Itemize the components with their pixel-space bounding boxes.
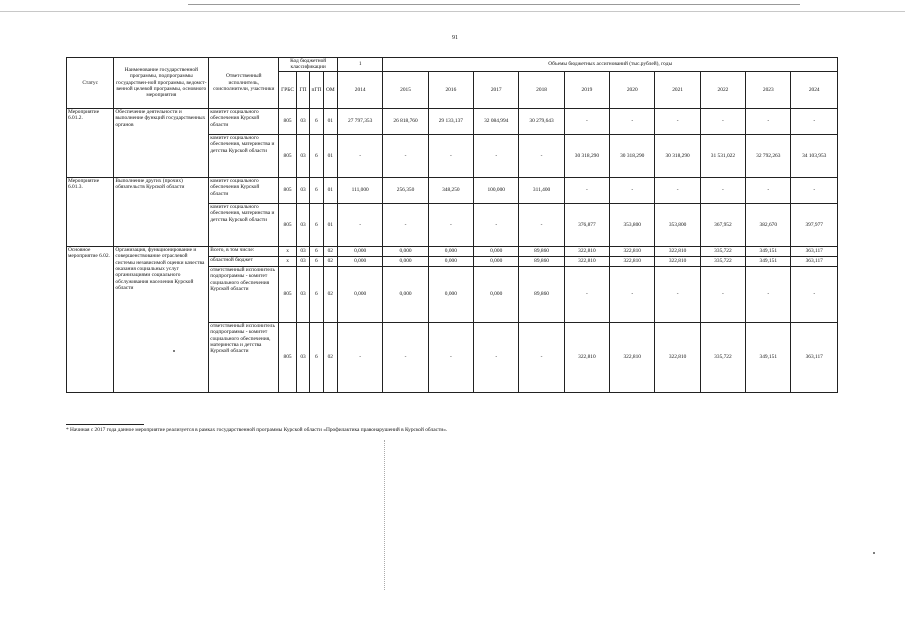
row-responsible: комитет социального обеспечения, материнства и детства Курской области — [209, 203, 279, 246]
row-value: 30 318,290 — [655, 134, 700, 177]
row-value: 363,117 — [791, 256, 838, 266]
row-value: 349,151 — [746, 256, 791, 266]
row-value: - — [655, 266, 700, 322]
row-code: 6 — [310, 322, 323, 392]
row-value: 322,810 — [610, 322, 655, 392]
row-value: - — [428, 203, 473, 246]
row-value: 376,877 — [564, 203, 609, 246]
row-value: - — [564, 266, 609, 322]
row-code: 805 — [279, 177, 297, 203]
row-value: 32 792,263 — [746, 134, 791, 177]
row-value: 30 279,643 — [519, 108, 564, 134]
header-status: Статус — [67, 58, 114, 109]
row-code: 03 — [296, 322, 309, 392]
header-year: 2021 — [655, 71, 700, 108]
row-value: - — [700, 108, 745, 134]
row-code: 03 — [296, 246, 309, 256]
row-value: 32 084,994 — [474, 108, 519, 134]
row-value: - — [428, 322, 473, 392]
header-responsible: Ответственный исполнитель, соисполнители, участники — [209, 58, 279, 109]
row-responsible: комитет социального обеспечения Курской области — [209, 108, 279, 134]
row-value: - — [655, 108, 700, 134]
row-code: 6 — [310, 266, 323, 322]
row-code: 6 — [310, 246, 323, 256]
row-value: - — [791, 108, 838, 134]
header-volumes-mark: 1 — [338, 58, 383, 72]
header-code-col: ГП — [296, 71, 309, 108]
row-name: Организация, функционирование и совершенствование отраслевой системы независимой оценки качества оказания социальных услуг организациями социального обслуживания населения Курской области — [114, 246, 209, 392]
row-value: 322,810 — [655, 322, 700, 392]
row-value: - — [474, 322, 519, 392]
row-value: - — [564, 108, 609, 134]
row-value: 111,000 — [338, 177, 383, 203]
row-responsible: областной бюджет — [209, 256, 279, 266]
row-code: 03 — [296, 266, 309, 322]
header-year: 2015 — [383, 71, 428, 108]
row-value: 322,810 — [564, 246, 609, 256]
row-value: 0,000 — [428, 246, 473, 256]
row-value: 0,000 — [428, 256, 473, 266]
row-value: 100,000 — [474, 177, 519, 203]
row-code: 02 — [323, 322, 337, 392]
row-value: - — [474, 134, 519, 177]
header-volumes-title: Объемы бюджетных ассигнований (тыс.рублей), годы — [383, 58, 838, 72]
row-code: 6 — [310, 256, 323, 266]
row-value: 322,810 — [655, 256, 700, 266]
row-value: 349,151 — [746, 246, 791, 256]
row-value: 0,000 — [474, 256, 519, 266]
row-value: - — [746, 266, 791, 322]
row-code: 805 — [279, 134, 297, 177]
row-code: 02 — [323, 266, 337, 322]
header-year: 2023 — [746, 71, 791, 108]
row-code: 805 — [279, 266, 297, 322]
row-value: - — [791, 177, 838, 203]
row-value: 30 318,290 — [610, 134, 655, 177]
header-code-col: ОМ — [323, 71, 337, 108]
row-code: 805 — [279, 203, 297, 246]
scan-artifact-dots — [384, 440, 385, 590]
row-value: - — [383, 134, 428, 177]
budget-table — [66, 57, 838, 393]
row-responsible: комитет социального обеспечения, материнства и детства Курской области — [209, 134, 279, 177]
row-responsible: комитет социального обеспечения Курской области — [209, 177, 279, 203]
row-status: Основное мероприятие 6.02. — [67, 246, 114, 392]
scan-speck — [173, 350, 175, 352]
row-value: 322,810 — [610, 246, 655, 256]
header-year: 2019 — [564, 71, 609, 108]
row-responsible: ответственный исполнитель подпрограммы - комитет социального обеспечения Курской области — [209, 266, 279, 322]
row-value: - — [700, 266, 745, 322]
row-value: 0,000 — [474, 246, 519, 256]
top-border-line — [188, 4, 800, 5]
row-value: - — [746, 177, 791, 203]
row-code: 03 — [296, 177, 309, 203]
header-year: 2017 — [474, 71, 519, 108]
row-value: 382,670 — [746, 203, 791, 246]
row-value: - — [564, 177, 609, 203]
table-row — [67, 246, 838, 256]
row-status: Мероприятие 6.01.2. — [67, 108, 114, 177]
row-value: 335,722 — [700, 246, 745, 256]
row-code: 01 — [323, 203, 337, 246]
row-code: 02 — [323, 256, 337, 266]
header-year: 2022 — [700, 71, 745, 108]
row-code: 805 — [279, 322, 297, 392]
row-value: - — [610, 108, 655, 134]
row-code: x — [279, 246, 297, 256]
row-value: 256,350 — [383, 177, 428, 203]
row-value: 89,860 — [519, 266, 564, 322]
row-value: - — [746, 108, 791, 134]
header-year: 2016 — [428, 71, 473, 108]
row-value: 0,000 — [338, 246, 383, 256]
row-status: Мероприятие 6.01.3. — [67, 177, 114, 246]
row-value: - — [655, 177, 700, 203]
row-value: 0,000 — [383, 266, 428, 322]
scan-speck — [873, 552, 875, 554]
table-row — [67, 177, 838, 203]
row-value: 335,722 — [700, 322, 745, 392]
row-value: 367,952 — [700, 203, 745, 246]
row-code: 805 — [279, 108, 297, 134]
table-row — [67, 108, 838, 134]
row-code: 6 — [310, 108, 323, 134]
header-code-col: ГРБС — [279, 71, 297, 108]
row-value: 363,117 — [791, 246, 838, 256]
page-number: 91 — [452, 35, 458, 41]
row-value: - — [791, 266, 838, 322]
top-edge-line — [0, 11, 905, 12]
row-value: 89,860 — [519, 256, 564, 266]
row-value: 322,810 — [564, 322, 609, 392]
row-code: 03 — [296, 203, 309, 246]
row-value: 0,000 — [338, 266, 383, 322]
row-value: - — [338, 203, 383, 246]
row-value: 30 318,290 — [564, 134, 609, 177]
footnote: * Начиная с 2017 года данное мероприятие реализуется в рамках государственной программы Курской области «Профилактика правонарушений в Курской области». — [66, 427, 448, 433]
row-code: 6 — [310, 177, 323, 203]
row-value: - — [700, 177, 745, 203]
row-value: - — [519, 134, 564, 177]
row-value: 335,722 — [700, 256, 745, 266]
row-value: 29 133,137 — [428, 108, 473, 134]
header-name: Наименование государственной программы, подпрограммы государствен-ной программы, ведомст-венной целевой программы, основного мероприятия — [114, 58, 209, 109]
row-value: 0,000 — [338, 256, 383, 266]
row-value: 363,117 — [791, 322, 838, 392]
row-value: - — [474, 203, 519, 246]
row-code: 03 — [296, 134, 309, 177]
row-code: 01 — [323, 108, 337, 134]
row-responsible: ответственный исполнитель подпрограммы - комитет социального обеспечения, материнства и детства Курской области — [209, 322, 279, 392]
row-code: 01 — [323, 134, 337, 177]
header-budget-code: Код бюджетной классификации — [279, 58, 338, 72]
row-value: 349,151 — [746, 322, 791, 392]
row-code: 02 — [323, 246, 337, 256]
row-value: - — [428, 134, 473, 177]
row-value: 311,400 — [519, 177, 564, 203]
row-responsible: Всего, в том числе: — [209, 246, 279, 256]
row-value: - — [338, 322, 383, 392]
row-value: 0,000 — [474, 266, 519, 322]
row-code: x — [279, 256, 297, 266]
row-value: 89,860 — [519, 246, 564, 256]
row-code: 6 — [310, 134, 323, 177]
row-value: - — [383, 203, 428, 246]
row-code: 03 — [296, 256, 309, 266]
row-value: 0,000 — [428, 266, 473, 322]
row-value: 26 818,760 — [383, 108, 428, 134]
row-value: 322,810 — [564, 256, 609, 266]
row-value: 27 797,353 — [338, 108, 383, 134]
row-value: 34 103,953 — [791, 134, 838, 177]
row-code: 01 — [323, 177, 337, 203]
row-value: 0,000 — [383, 256, 428, 266]
row-value: - — [338, 134, 383, 177]
row-value: 353,800 — [655, 203, 700, 246]
header-year: 2014 — [338, 71, 383, 108]
row-value: 322,810 — [610, 256, 655, 266]
header-year: 2018 — [519, 71, 564, 108]
row-value: 322,810 — [655, 246, 700, 256]
row-name: Выполнение других (прочих) обязательств Курской области — [114, 177, 209, 246]
header-year: 2024 — [791, 71, 838, 108]
row-value: 397,977 — [791, 203, 838, 246]
row-value: 353,800 — [610, 203, 655, 246]
row-value: 348,250 — [428, 177, 473, 203]
header-year: 2020 — [610, 71, 655, 108]
row-code: 6 — [310, 203, 323, 246]
row-value: - — [383, 322, 428, 392]
row-value: - — [519, 322, 564, 392]
row-code: 03 — [296, 108, 309, 134]
footnote-rule — [66, 424, 144, 425]
row-value: - — [610, 266, 655, 322]
row-value: 31 531,022 — [700, 134, 745, 177]
row-value: - — [610, 177, 655, 203]
row-name: Обеспечение деятельности и выполнение функций государственных органов — [114, 108, 209, 177]
header-code-col: пГП — [310, 71, 323, 108]
row-value: 0,000 — [383, 246, 428, 256]
row-value: - — [519, 203, 564, 246]
